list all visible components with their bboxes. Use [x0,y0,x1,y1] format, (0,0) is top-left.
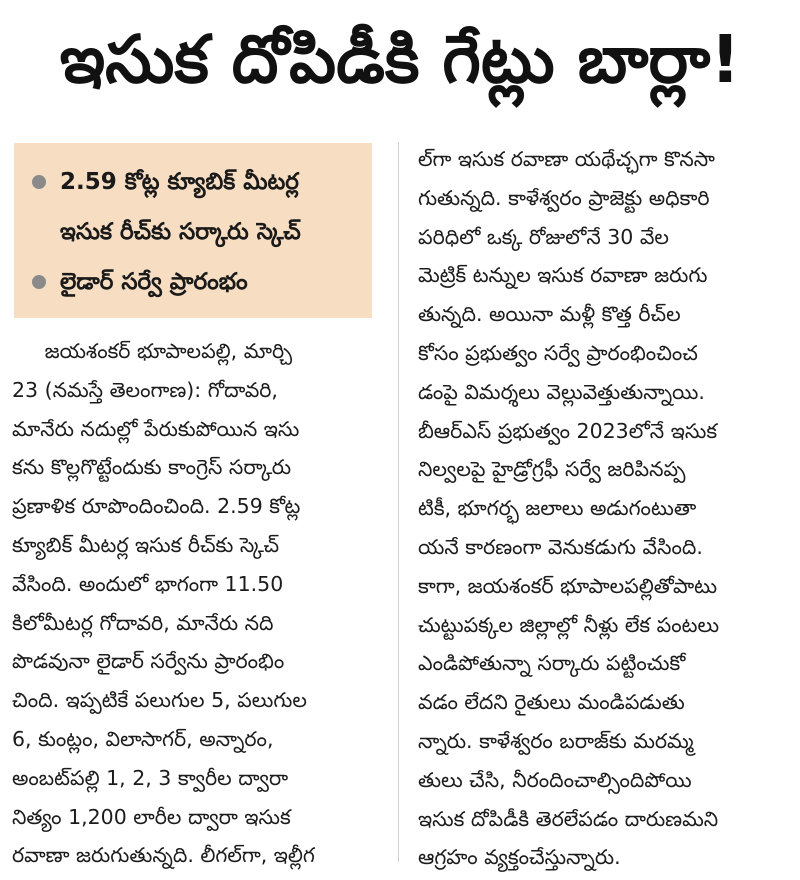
text-line: ఆగ్రహం వ్యక్తంచేస్తున్నారు. [418,845,621,870]
text-line: క్యూబిక్ మీటర్ల ఇసుక రీచ్‌కు స్కెచ్ [12,532,280,557]
text-line: తున్నది. అయినా మళ్లీ కొత్త రీచ్‌ల [418,302,681,327]
text-line: ల్‌గా ఇసుక రవాణా యథేచ్ఛగా కొనసా [418,147,715,171]
text-line: తులు చేసి, నీరందించాల్సిందిపోయి [418,767,692,792]
text-line: కిలోమీటర్ల గోదావరి, మానేరు నది [12,610,274,635]
highlight-text: లైడార్ సర్వే ప్రారంభం [60,269,248,295]
text-line: ఇసుక దోపిడీకి తెరలేపడం దారుణమని [418,806,719,831]
text-line: కను కొల్లగొట్టేందుకు కాంగ్రెస్ సర్కారు [12,455,292,480]
column-divider [398,142,399,862]
text-line: ఎండిపోతున్నా సర్కారు పట్టించుకో [418,651,686,676]
highlight-text: 2.59 కోట్ల క్యూబిక్ మీటర్ల ఇసుక రీచ్‌కు సర్కారు స్కెచ్ [60,169,301,245]
highlight-item [32,257,362,307]
text-line: యనే కారణంగా వెనుకడుగు వేసింది. [418,534,703,559]
text-line: మెట్రిక్ టన్నుల ఇసుక రవాణా జరుగు [418,263,708,288]
highlight-item [32,157,362,257]
text-line: నిల్వలపై హైడ్రోగ్రఫీ సర్వే జరిపినప్ప [418,457,686,482]
headline: ఇసుక దోపిడీకి గేట్లు బార్లా! [59,21,741,98]
text-line: పరిధిలో ఒక్క రోజులోనే 30 వేల [418,224,669,249]
text-line: పొడవునా లైడార్ సర్వేను ప్రారంభిం [12,649,285,674]
text-line: టికీ, భూగర్భ జలాలు అడుగంటుతా [418,496,697,521]
text-line: కోసం ప్రభుత్వం సర్వే ప్రారంభించించ [418,340,698,365]
text-line: న్నారు. కాళేశ్వరం బరాజ్‌కు మరమ్మ [418,728,694,753]
text-line: 23 (నమస్తే తెలంగాణ): గోదావరి, [12,377,278,402]
text-line: జయశంకర్ భూపాలపల్లి, మార్చి [12,339,293,363]
text-line: 6, కుంట్లం, విలాసాగర్, అన్నారం, [12,726,274,751]
text-line: చింది. ఇప్పటికే పలుగుల 5, పలుగుల [12,688,307,713]
text-line: నిత్యం 1,200 లారీల ద్వారా ఇసుక [12,804,291,829]
text-line: గుతున్నది. కాళేశ్వరం ప్రాజెక్టు అధికారి [418,185,710,210]
highlight-box [14,143,372,318]
bullet-icon [32,275,46,289]
text-line: కాగా, జయశంకర్ భూపాలపల్లితోపాటు [418,573,718,598]
text-line: చుట్టుపక్కల జిల్లాల్లో నీళ్లు లేక పంటలు [418,612,720,637]
text-line: వడం లేదని రైతులు మండిపడుతు [418,690,685,715]
bullet-icon [32,175,46,189]
text-line: బీఆర్‌ఎస్ ప్రభుత్వం 2023లోనే ఇసుక [418,418,718,443]
text-line: రవాణా జరుగుతున్నది. లీగల్‌గా, ఇల్లీగ [12,843,315,868]
text-line: వేసింది. అందులో భాగంగా 11.50 [12,571,284,596]
text-line: డంపై విమర్శలు వెల్లువెత్తుతున్నాయి. [418,379,705,404]
text-line: ప్రణాళిక రూపొందించింది. 2.59 కోట్ల [12,494,301,519]
article-column-left [12,332,380,875]
text-line: మానేరు నదుల్లో పేరుకుపోయిన ఇసు [12,416,300,441]
article-column-right [418,140,786,877]
text-line: అంబట్‌పల్లి 1, 2, 3 క్వారీల ద్వారా [12,765,289,790]
